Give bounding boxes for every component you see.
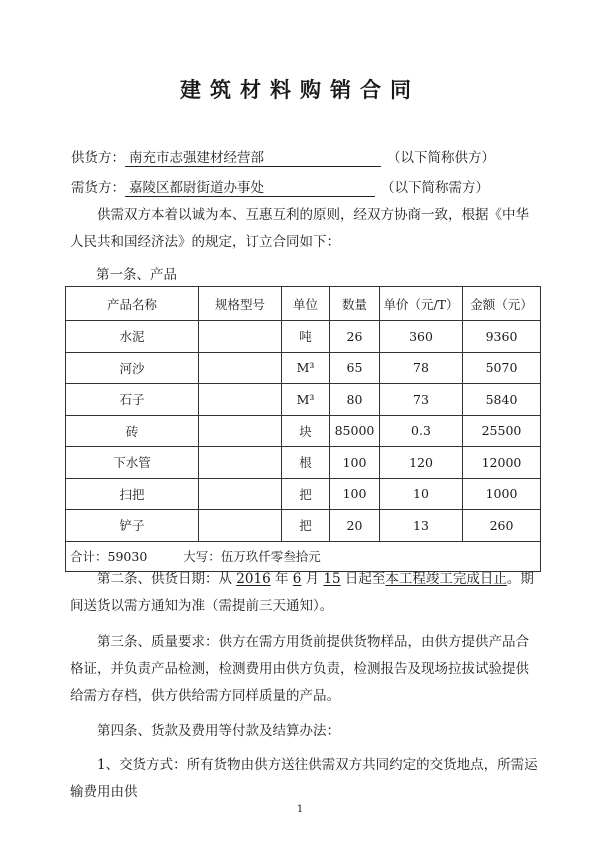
header-qty: 数量 xyxy=(330,287,380,321)
supplier-line xyxy=(71,146,495,167)
supply-until: 本工程竣工完成日止 xyxy=(385,571,507,587)
product-name: 下水管 xyxy=(66,447,199,479)
product-unit: M³ xyxy=(282,384,330,416)
supplier-label: 供货方： xyxy=(71,150,125,166)
product-price: 0.3 xyxy=(380,415,463,447)
section2-rest: 。期间送货以需方通知为准（需提前三天通知）。 xyxy=(70,571,534,614)
table-row xyxy=(66,321,541,353)
product-name: 砖 xyxy=(66,415,199,447)
page-number: 1 xyxy=(296,804,304,815)
product-unit: 把 xyxy=(282,510,330,542)
product-spec xyxy=(199,321,282,353)
table-row xyxy=(66,447,541,479)
product-price: 73 xyxy=(380,384,463,416)
supply-month: 6 xyxy=(292,571,302,587)
product-qty: 65 xyxy=(330,352,380,384)
product-price: 120 xyxy=(380,447,463,479)
delivery-clause: 1、交货方式：所有货物由供方送往供需双方共同约定的交货地点，所需运输费用由供 xyxy=(70,757,538,800)
header-amount: 金额（元） xyxy=(463,287,541,321)
product-spec xyxy=(199,478,282,510)
product-qty: 20 xyxy=(330,510,380,542)
total-label: 合计： xyxy=(70,549,108,564)
table-row xyxy=(66,510,541,542)
buyer-note: （以下简称需方） xyxy=(381,180,489,196)
section3-paragraph: 第三条、质量要求：供方在需方用货前提供货物样品，由供方提供产品合格证，并负责产品检测，检测费用由供方负责，检测报告及现场拉拔试验提供给需方存档，供方供给需方同样质量的产品。 xyxy=(70,634,529,704)
product-unit: 把 xyxy=(282,478,330,510)
product-amount: 25500 xyxy=(463,415,541,447)
section2-prefix: 第二条、供货日期：从 xyxy=(97,571,237,587)
year-suffix: 年 xyxy=(270,571,293,587)
product-amount: 9360 xyxy=(463,321,541,353)
product-unit: 吨 xyxy=(282,321,330,353)
total-value: 59030 xyxy=(107,549,148,564)
header-unit: 单位 xyxy=(282,287,330,321)
product-amount: 5840 xyxy=(463,384,541,416)
header-spec: 规格型号 xyxy=(199,287,282,321)
product-amount: 5070 xyxy=(463,352,541,384)
product-spec xyxy=(199,447,282,479)
product-price: 360 xyxy=(380,321,463,353)
product-qty: 100 xyxy=(330,478,380,510)
product-qty: 26 xyxy=(330,321,380,353)
table-row xyxy=(66,478,541,510)
buyer-name: 嘉陵区都尉街道办事处 xyxy=(125,176,375,197)
product-name: 扫把 xyxy=(66,478,199,510)
intro-paragraph: 供需双方本着以诚为本、互惠互利的原则，经双方协商一致，根据《中华人民共和国经济法》的规定，订立合同如下： xyxy=(70,207,529,250)
product-spec xyxy=(199,352,282,384)
capital-value: 伍万玖仟零叁拾元 xyxy=(220,549,321,564)
product-price: 10 xyxy=(380,478,463,510)
table-row xyxy=(66,415,541,447)
product-amount: 1000 xyxy=(463,478,541,510)
supply-day: 15 xyxy=(323,571,341,587)
product-name: 铲子 xyxy=(66,510,199,542)
header-price: 单价（元/T） xyxy=(380,287,463,321)
product-unit: 块 xyxy=(282,415,330,447)
supply-year: 2016 xyxy=(236,571,271,587)
header-name: 产品名称 xyxy=(66,287,199,321)
product-spec xyxy=(199,384,282,416)
buyer-label: 需货方： xyxy=(71,180,125,196)
product-name: 水泥 xyxy=(66,321,199,353)
product-qty: 85000 xyxy=(330,415,380,447)
product-spec xyxy=(199,415,282,447)
day-suffix: 日起至 xyxy=(340,571,386,587)
month-suffix: 月 xyxy=(301,571,324,587)
product-qty: 100 xyxy=(330,447,380,479)
product-table xyxy=(65,286,541,572)
section4-title: 第四条、货款及费用等付款及结算办法： xyxy=(97,723,340,739)
product-name: 河沙 xyxy=(66,352,199,384)
product-amount: 12000 xyxy=(463,447,541,479)
supplier-name: 南充市志强建材经营部 xyxy=(125,146,381,167)
supplier-note: （以下简称供方） xyxy=(387,150,495,166)
product-unit: M³ xyxy=(282,352,330,384)
product-price: 13 xyxy=(380,510,463,542)
capital-label: 大写： xyxy=(183,549,221,564)
product-amount: 260 xyxy=(463,510,541,542)
table-header-row xyxy=(66,287,541,321)
buyer-line xyxy=(71,176,489,197)
product-price: 78 xyxy=(380,352,463,384)
product-spec xyxy=(199,510,282,542)
section2-paragraph xyxy=(70,566,538,620)
product-name: 石子 xyxy=(66,384,199,416)
table-row xyxy=(66,352,541,384)
contract-title: 建筑材料购销合同 xyxy=(180,77,420,102)
product-unit: 根 xyxy=(282,447,330,479)
table-row xyxy=(66,384,541,416)
product-qty: 80 xyxy=(330,384,380,416)
section1-title: 第一条、产品 xyxy=(96,267,177,283)
